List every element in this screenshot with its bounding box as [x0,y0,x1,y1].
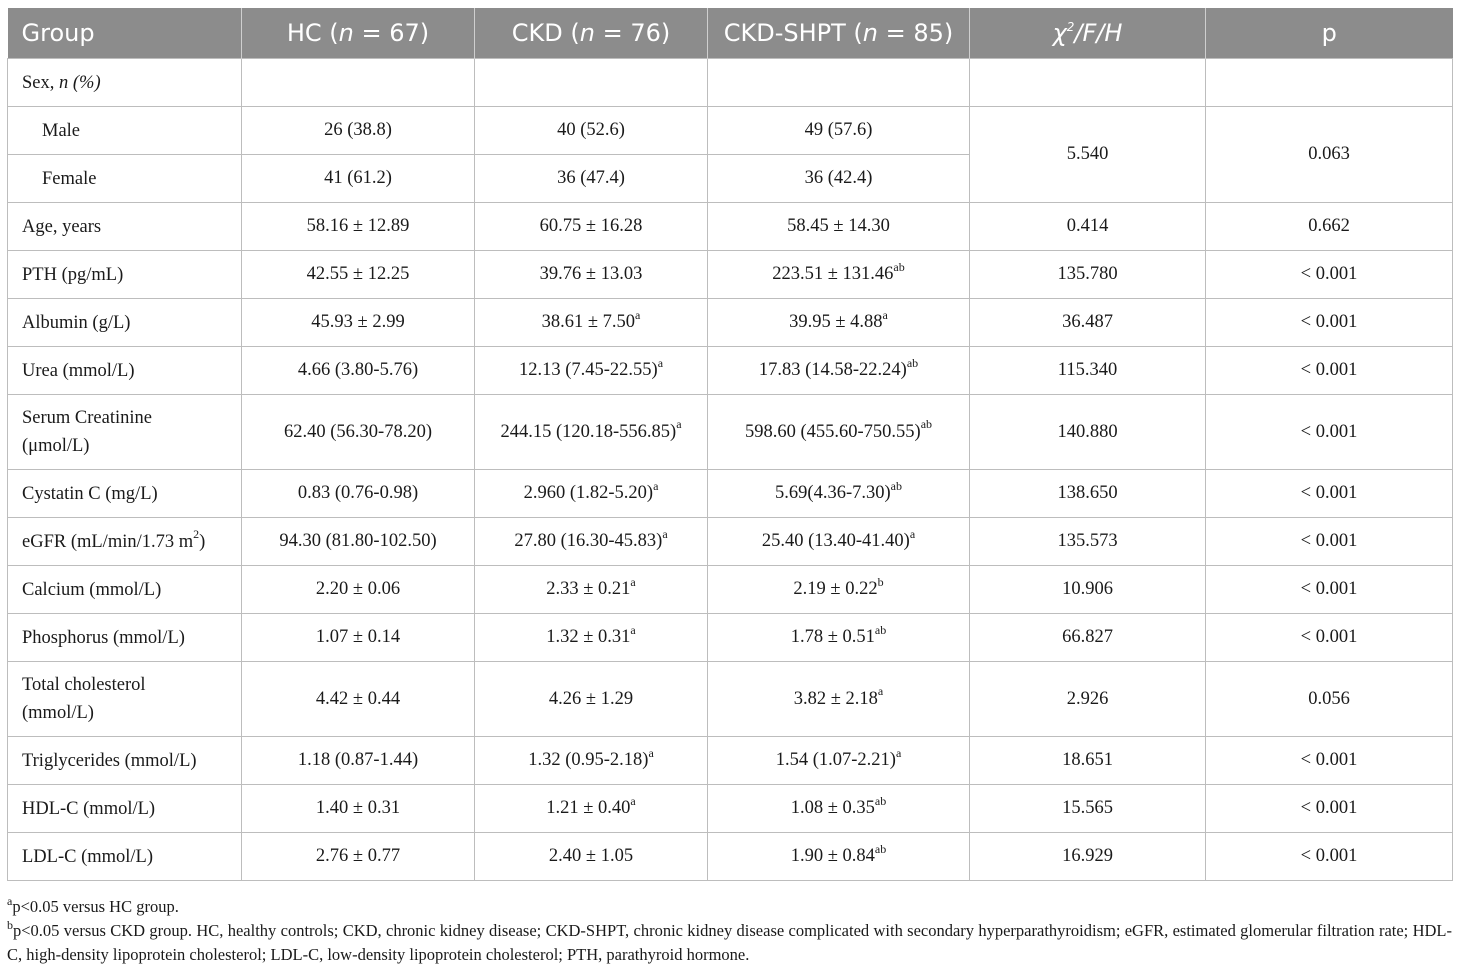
header-p-value: p [1206,8,1453,59]
cell-ckd: 1.21 ± 0.40$^a$ [475,785,708,833]
cell-hc: 4.42 ± 0.44 [242,662,475,737]
cell-ckd: 38.61 ± 7.50$^a$ [475,299,708,347]
cell-empty [242,59,475,107]
cell-empty [475,59,708,107]
cell-p-value: < 0.001 [1206,299,1453,347]
data-table [7,8,1453,881]
row-label: Sex, n (%) [8,59,242,107]
cell-hc: 2.20 ± 0.06 [242,566,475,614]
table-row [8,299,1453,347]
cell-ckd-shpt: 3.82 ± 2.18$^a$ [708,662,970,737]
cell-p-value: < 0.001 [1206,251,1453,299]
row-label: Phosphorus (mmol/L) [8,614,242,662]
row-label: Albumin (g/L) [8,299,242,347]
cell-statistic: 5.540 [970,107,1206,203]
cell-p-value: 0.056 [1206,662,1453,737]
cell-ckd-shpt: $5.69(4.36-7.30)^{ab}$ [708,470,970,518]
header-ckd: CKD (n = 76) [475,8,708,59]
cell-statistic: 16.929 [970,833,1206,881]
cell-hc: 1.18 (0.87-1.44) [242,737,475,785]
table-footnotes [7,895,1452,967]
cell-ckd-shpt: 598.60 $(455.60-750.55)^{ab}$ [708,395,970,470]
footnote-b: $^b$p<0.05 versus CKD group. HC, healthy controls; CKD, chronic kidney disease; CKD-SHPT, chronic kidney disease complicated with secondary hyperparathyroidism; eGFR, estimated glomerular filtration rate; HDL-C, high-density lipoprotein cholesterol; LDL-C, low-density lipoprotein cholesterol; PTH, parathyroid hormone. [7,917,1452,964]
table-row [8,833,1453,881]
cell-statistic: 138.650 [970,470,1206,518]
row-label: Female [8,155,242,203]
cell-ckd: 2.40 ± 1.05 [475,833,708,881]
cell-ckd-shpt: 2.19 ± 0.22$^b$ [708,566,970,614]
cell-ckd: 1.32 ± 0.31$^a$ [475,614,708,662]
cell-ckd: 36 (47.4) [475,155,708,203]
row-label: Triglycerides (mmol/L) [8,737,242,785]
row-label: eGFR (mL/min/1.73 $m^2$) [8,518,242,566]
cell-hc: 41 (61.2) [242,155,475,203]
table-row-sex [8,59,1453,107]
row-label: Age, years [8,203,242,251]
cell-ckd: 40 (52.6) [475,107,708,155]
cell-ckd: 12.13 $(7.45-22.55)^a$ [475,347,708,395]
cell-empty [970,59,1206,107]
cell-hc: 1.40 ± 0.31 [242,785,475,833]
cell-hc: 94.30 (81.80-102.50) [242,518,475,566]
cell-p-value: < 0.001 [1206,518,1453,566]
row-label: HDL-C (mmol/L) [8,785,242,833]
cell-p-value: < 0.001 [1206,395,1453,470]
cell-ckd: 2.33 ± 0.21$^a$ [475,566,708,614]
row-label: Male [8,107,242,155]
cell-ckd: 4.26 ± 1.29 [475,662,708,737]
cell-statistic: 2.926 [970,662,1206,737]
row-label: PTH (pg/mL) [8,251,242,299]
header-hc: HC (n = 67) [242,8,475,59]
cell-hc: 26 (38.8) [242,107,475,155]
table-row [8,347,1453,395]
table-row [8,470,1453,518]
row-label: Calcium (mmol/L) [8,566,242,614]
cell-statistic: 0.414 [970,203,1206,251]
cell-statistic: 18.651 [970,737,1206,785]
cell-ckd-shpt: 1.78 ± 0.51$^{ab}$ [708,614,970,662]
table-row [8,518,1453,566]
table-row [8,395,1453,470]
cell-p-value: < 0.001 [1206,737,1453,785]
cell-statistic: 115.340 [970,347,1206,395]
table-row-male [8,107,1453,155]
cell-ckd: 1.32 $(0.95-2.18)^a$ [475,737,708,785]
cell-empty [708,59,970,107]
cell-statistic: 140.880 [970,395,1206,470]
cell-p-value: < 0.001 [1206,614,1453,662]
cell-hc: 58.16 ± 12.89 [242,203,475,251]
cell-statistic: 15.565 [970,785,1206,833]
cell-hc: 4.66 (3.80-5.76) [242,347,475,395]
cell-statistic: 66.827 [970,614,1206,662]
cell-statistic: 36.487 [970,299,1206,347]
cell-ckd-shpt: 25.40 $(13.40-41.40)^a$ [708,518,970,566]
cell-ckd-shpt: 39.95 ± 4.88$^a$ [708,299,970,347]
cell-ckd-shpt: 58.45 ± 14.30 [708,203,970,251]
table-row [8,566,1453,614]
row-label: Cystatin C (mg/L) [8,470,242,518]
cell-statistic: 135.573 [970,518,1206,566]
header-statistic: $\chi^2/F/H$ [970,8,1206,59]
row-label: Total cholesterol (mmol/L) [8,662,242,737]
cell-ckd-shpt: 1.08 ± 0.35$^{ab}$ [708,785,970,833]
cell-hc: 45.93 ± 2.99 [242,299,475,347]
table-row [8,737,1453,785]
cell-p-value: 0.063 [1206,107,1453,203]
cell-ckd: 60.75 ± 16.28 [475,203,708,251]
cell-p-value: < 0.001 [1206,470,1453,518]
header-group: Group [8,8,242,59]
cell-p-value: < 0.001 [1206,785,1453,833]
cell-ckd-shpt: 1.54 $(1.07-2.21)^a$ [708,737,970,785]
cell-p-value: < 0.001 [1206,347,1453,395]
cell-p-value: 0.662 [1206,203,1453,251]
footnote-a: $^a$p<0.05 versus HC group. [7,893,179,916]
cell-empty [1206,59,1453,107]
cell-p-value: < 0.001 [1206,833,1453,881]
cell-ckd: 2.960 $(1.82-5.20)^a$ [475,470,708,518]
cell-hc: 2.76 ± 0.77 [242,833,475,881]
row-label: Urea (mmol/L) [8,347,242,395]
table-row [8,785,1453,833]
header-row [8,8,1453,59]
table-row [8,251,1453,299]
cell-hc: 62.40 (56.30-78.20) [242,395,475,470]
cell-statistic: 135.780 [970,251,1206,299]
table-row [8,203,1453,251]
cell-ckd: 244.15 $(120.18-556.85)^a$ [475,395,708,470]
row-label: LDL-C (mmol/L) [8,833,242,881]
cell-ckd-shpt: 223.51 ± 131.46$^{ab}$ [708,251,970,299]
cell-hc: 42.55 ± 12.25 [242,251,475,299]
cell-hc: 0.83 (0.76-0.98) [242,470,475,518]
table-row [8,662,1453,737]
header-ckd-shpt: CKD-SHPT (n = 85) [708,8,970,59]
row-label: Serum Creatinine (μmol/L) [8,395,242,470]
cell-statistic: 10.906 [970,566,1206,614]
cell-ckd: 39.76 ± 13.03 [475,251,708,299]
cell-ckd: 27.80 $(16.30-45.83)^a$ [475,518,708,566]
cell-ckd-shpt: 1.90 ± 0.84$^{ab}$ [708,833,970,881]
cell-p-value: < 0.001 [1206,566,1453,614]
cell-ckd-shpt: 36 (42.4) [708,155,970,203]
table-row [8,614,1453,662]
cell-hc: 1.07 ± 0.14 [242,614,475,662]
cell-ckd-shpt: 49 (57.6) [708,107,970,155]
table-container [7,8,1452,881]
cell-ckd-shpt: 17.83 $(14.58-22.24)^{ab}$ [708,347,970,395]
